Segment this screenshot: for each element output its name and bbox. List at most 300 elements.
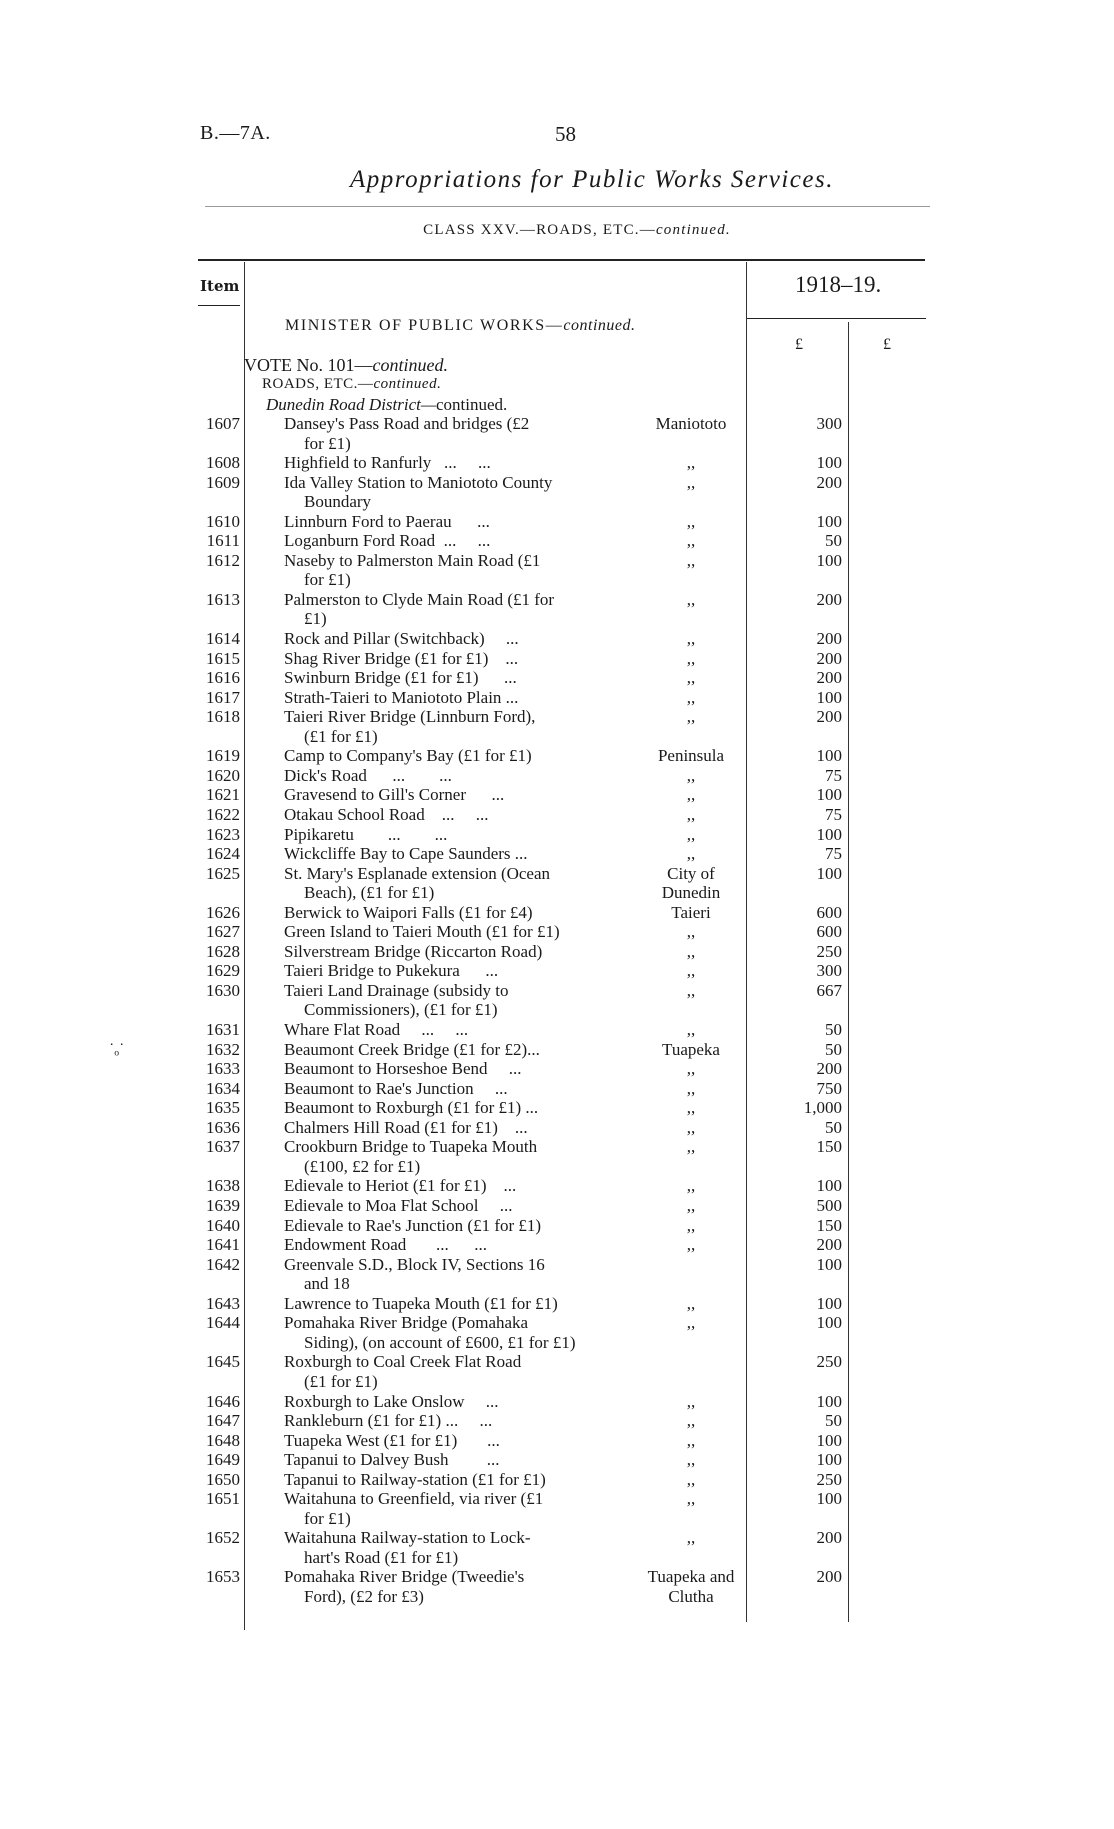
description-line: Wickcliffe Bay to Cape Saunders ...	[284, 844, 528, 864]
district-name	[620, 1040, 762, 1060]
district-line: ,,	[686, 1196, 696, 1215]
item-number: 1652	[206, 1528, 240, 1548]
item-description	[284, 531, 614, 551]
amount-value: 100	[816, 511, 842, 531]
district-name	[620, 590, 762, 610]
roads-heading	[262, 376, 441, 393]
item-number: 1635	[206, 1098, 240, 1118]
district-name	[620, 1450, 762, 1470]
district-line: ,,	[686, 824, 696, 844]
amount-value: 200	[816, 472, 842, 492]
vote-continued: continued.	[372, 355, 448, 375]
district-line: ,,	[686, 1137, 696, 1157]
description-line: Lawrence to Tuapeka Mouth (£1 for £1)	[284, 1293, 558, 1313]
item-number: 1613	[206, 589, 240, 609]
description-line: Whare Flat Road ... ...	[284, 1020, 469, 1040]
description-line: Dansey's Pass Road and bridges (£2	[284, 414, 530, 433]
district-name	[620, 1392, 762, 1412]
district-name	[620, 707, 762, 727]
amount-value: 200	[816, 1235, 842, 1255]
description-line: Roxburgh to Coal Creek Flat Road	[284, 1352, 522, 1372]
description-line: Beaumont to Horseshoe Bend ...	[284, 1059, 522, 1079]
item-description	[284, 1431, 614, 1451]
ministry-heading	[285, 317, 636, 335]
district-name	[620, 1528, 762, 1548]
ministry-name: MINISTER OF PUBLIC WORKS—	[285, 317, 564, 334]
item-number: 1636	[206, 1117, 240, 1137]
district-line: Tuapeka and	[647, 1567, 735, 1587]
item-description	[284, 922, 614, 942]
description-line: Endowment Road ... ...	[284, 1235, 488, 1255]
description-continuation: hart's Road (£1 for £1)	[304, 1547, 459, 1567]
class-heading	[0, 222, 1114, 239]
item-number: 1632	[206, 1039, 240, 1059]
column-header-year: 1918–19.	[795, 272, 882, 297]
item-description	[284, 746, 614, 766]
description-continuation: Beach), (£1 for £1)	[304, 883, 435, 903]
description-line: St. Mary's Esplanade extension (Ocean	[284, 863, 551, 883]
amount-column-divider	[848, 322, 849, 1622]
description-line: Berwick to Waipori Falls (£1 for £4)	[284, 902, 533, 922]
amount-value: 250	[816, 941, 842, 961]
description-line: Chalmers Hill Road (£1 for £1) ...	[284, 1117, 528, 1137]
item-number: 1630	[206, 980, 240, 1000]
item-description	[284, 825, 614, 845]
description-line: Pipikaretu ... ...	[284, 824, 448, 844]
amount-value: 75	[825, 805, 842, 824]
district-line: ,,	[686, 629, 696, 649]
item-number: 1639	[206, 1196, 240, 1215]
district-name	[620, 453, 762, 473]
district-name	[620, 1176, 762, 1196]
district-name	[620, 531, 762, 551]
district-name	[620, 1294, 762, 1314]
district-line: ,,	[686, 707, 696, 727]
description-line: Highfield to Ranfurly ... ...	[284, 453, 491, 473]
description-line: Taieri Bridge to Pukekura ...	[284, 961, 499, 981]
item-description	[284, 864, 614, 903]
item-number: 1626	[206, 902, 240, 922]
column-header-item: Item	[200, 277, 240, 295]
district-line: City of	[667, 863, 715, 883]
item-description	[284, 981, 614, 1020]
item-number: 1627	[206, 922, 240, 942]
description-continuation: (£1 for £1)	[304, 1371, 378, 1391]
district-name	[620, 1137, 762, 1157]
item-number: 1614	[206, 629, 240, 649]
description-continuation: Siding), (on account of £600, £1 for £1)	[304, 1332, 576, 1352]
description-line: Beaumont to Roxburgh (£1 for £1) ...	[284, 1098, 539, 1118]
amount-value: 100	[816, 1430, 842, 1450]
amount-value: 200	[816, 589, 842, 609]
district-name	[620, 1235, 762, 1255]
item-description	[284, 1196, 614, 1216]
item-column-divider	[244, 262, 245, 1630]
description-line: Rankleburn (£1 for £1) ... ...	[284, 1411, 493, 1431]
district-name	[620, 629, 762, 649]
district-line: ,,	[686, 980, 696, 1000]
district-name	[620, 414, 762, 434]
page-number: 58	[555, 122, 576, 146]
amount-value: 50	[825, 1039, 842, 1059]
amount-value: 100	[816, 824, 842, 844]
item-number: 1610	[206, 511, 240, 531]
district-line: ,,	[686, 1078, 696, 1098]
district-line: ,,	[686, 1450, 696, 1470]
description-line: Linnburn Ford to Paerau ...	[284, 511, 490, 531]
district-line: ,,	[686, 1098, 696, 1118]
item-description	[284, 688, 614, 708]
district-name	[620, 1098, 762, 1118]
item-description	[284, 903, 614, 923]
item-number: 1649	[206, 1450, 240, 1470]
district-name	[620, 981, 762, 1001]
district-line: Tuapeka	[662, 1039, 720, 1059]
item-number: 1643	[206, 1293, 240, 1313]
description-continuation: for £1)	[304, 1508, 351, 1528]
class-heading-text: CLASS XXV.—ROADS, ETC.—	[423, 222, 656, 238]
amount-value: 200	[816, 648, 842, 668]
amount-value: 600	[816, 922, 842, 942]
amount-value: 150	[816, 1215, 842, 1235]
district-line: ,,	[686, 785, 696, 805]
amount-value: 100	[816, 1489, 842, 1509]
item-number: 1646	[206, 1391, 240, 1411]
item-description	[284, 1470, 614, 1490]
item-number: 1616	[206, 668, 240, 688]
district-line: ,,	[686, 1020, 696, 1040]
item-description	[284, 1020, 614, 1040]
amount-value: 200	[816, 1528, 842, 1548]
district-line: ,,	[686, 550, 696, 570]
district-line: ,,	[686, 805, 696, 824]
item-number: 1642	[206, 1254, 240, 1274]
roads-label: ROADS, ETC.—	[262, 376, 374, 392]
district-line: ,,	[686, 1411, 696, 1431]
item-description	[284, 1235, 614, 1255]
item-number: 1629	[206, 961, 240, 981]
description-line: Beaumont Creek Bridge (£1 for £2)...	[284, 1039, 540, 1059]
district-line: ,,	[686, 511, 696, 531]
district-name	[620, 1118, 762, 1138]
item-description	[284, 1352, 614, 1391]
item-description	[284, 1098, 614, 1118]
description-line: Pomahaka River Bridge (Tweedie's	[284, 1567, 525, 1587]
item-description	[284, 1294, 614, 1314]
description-line: Edievale to Rae's Junction (£1 for £1)	[284, 1215, 542, 1235]
district-line: Maniototo	[655, 414, 727, 433]
item-description	[284, 1567, 614, 1606]
item-number: 1651	[206, 1489, 240, 1509]
item-description	[284, 1392, 614, 1412]
class-heading-continued: continued.	[655, 222, 731, 238]
amount-value: 75	[825, 765, 842, 785]
item-description	[284, 961, 614, 981]
description-line: Camp to Company's Bay (£1 for £1)	[284, 746, 532, 766]
item-description	[284, 453, 614, 473]
item-description	[284, 766, 614, 786]
district-continued: continued.	[436, 395, 508, 414]
amount-value: 100	[816, 1313, 842, 1333]
item-number: 1617	[206, 687, 240, 707]
amount-value: 75	[825, 844, 842, 864]
district-line: ,,	[686, 1059, 696, 1079]
district-name	[620, 668, 762, 688]
item-number: 1640	[206, 1215, 240, 1235]
amount-value: 500	[816, 1196, 842, 1215]
item-description	[284, 512, 614, 532]
roads-continued: continued.	[373, 376, 442, 392]
district-name	[620, 1431, 762, 1451]
amount-value: 100	[816, 1450, 842, 1470]
item-description	[284, 1040, 614, 1060]
description-line: Shag River Bridge (£1 for £1) ...	[284, 648, 519, 668]
district-line: Taieri	[671, 902, 711, 922]
description-line: Greenvale S.D., Block IV, Sections 16	[284, 1254, 545, 1274]
page-title: Appropriations for Public Works Services.	[350, 166, 834, 193]
description-continuation: Boundary	[304, 492, 372, 512]
item-description	[284, 1137, 614, 1176]
item-description	[284, 629, 614, 649]
description-line: Swinburn Bridge (£1 for £1) ...	[284, 668, 517, 688]
amount-value: 50	[825, 1411, 842, 1431]
description-continuation: Ford), (£2 for £3)	[304, 1586, 424, 1606]
district-line: ,,	[686, 1430, 696, 1450]
description-line: Palmerston to Clyde Main Road (£1 for	[284, 589, 555, 609]
description-line: Dick's Road ... ...	[284, 765, 452, 785]
currency-sign: £	[795, 336, 803, 353]
district-name	[620, 473, 762, 493]
description-line: Green Island to Taieri Mouth (£1 for £1)	[284, 922, 560, 942]
item-number: 1631	[206, 1020, 240, 1040]
amount-value: 750	[816, 1078, 842, 1098]
amount-value: 100	[816, 1391, 842, 1411]
item-description	[284, 707, 614, 746]
district-line: ,,	[686, 531, 696, 551]
amount-value: 100	[816, 863, 842, 883]
district-name: Dunedin Road District—	[266, 395, 436, 414]
item-description	[284, 1059, 614, 1079]
amount-value: 100	[816, 1176, 842, 1196]
amount-value: 200	[816, 707, 842, 727]
item-number: 1634	[206, 1078, 240, 1098]
amount-value: 300	[816, 961, 842, 981]
district-name	[620, 1020, 762, 1040]
district-name	[620, 1489, 762, 1509]
description-line: Waitahuna to Greenfield, via river (£1	[284, 1489, 544, 1509]
district-line: ,,	[686, 1235, 696, 1255]
district-line: ,,	[686, 453, 696, 473]
item-number: 1621	[206, 785, 240, 805]
district-name	[620, 766, 762, 786]
table-top-rule	[198, 259, 925, 261]
item-description	[284, 590, 614, 629]
district-name	[620, 551, 762, 571]
description-line: Waitahuna Railway-station to Lock-	[284, 1528, 531, 1548]
item-number: 1615	[206, 648, 240, 668]
item-number: 1608	[206, 453, 240, 473]
district-name	[620, 1079, 762, 1099]
item-description	[284, 1176, 614, 1196]
description-continuation: and 18	[304, 1274, 350, 1294]
district-line: ,,	[686, 765, 696, 785]
item-number: 1607	[206, 414, 240, 433]
description-line: Crookburn Bridge to Tuapeka Mouth	[284, 1137, 538, 1157]
amount-value: 150	[816, 1137, 842, 1157]
amount-value: 1,000	[803, 1098, 842, 1118]
item-number: 1612	[206, 550, 240, 570]
description-line: Rock and Pillar (Switchback) ...	[284, 629, 519, 649]
district-name	[620, 512, 762, 532]
item-number: 1620	[206, 765, 240, 785]
district-line: ,,	[686, 1176, 696, 1196]
item-number: 1638	[206, 1176, 240, 1196]
item-number: 1641	[206, 1235, 240, 1255]
amount-value: 250	[816, 1469, 842, 1489]
item-number: 1644	[206, 1313, 240, 1333]
description-continuation: Commissioners), (£1 for £1)	[304, 1000, 498, 1020]
item-description	[284, 649, 614, 669]
district-name	[620, 1313, 762, 1333]
amount-value: 200	[816, 1567, 842, 1587]
item-number: 1622	[206, 805, 240, 824]
district-name	[620, 903, 762, 923]
district-line: ,,	[686, 648, 696, 668]
district-name	[620, 1470, 762, 1490]
item-number: 1633	[206, 1059, 240, 1079]
amount-value: 100	[816, 746, 842, 766]
item-description	[284, 844, 614, 864]
district-name	[620, 1216, 762, 1236]
amount-value: 100	[816, 785, 842, 805]
amount-value: 100	[816, 550, 842, 570]
item-number: 1648	[206, 1430, 240, 1450]
district-line: ,,	[686, 1293, 696, 1313]
amount-value: 250	[816, 1352, 842, 1372]
item-description	[284, 1489, 614, 1528]
item-description	[284, 473, 614, 512]
item-number: 1619	[206, 746, 240, 766]
item-number: 1618	[206, 707, 240, 727]
amount-value: 100	[816, 1293, 842, 1313]
district-line: ,,	[686, 687, 696, 707]
description-line: Tapanui to Railway-station (£1 for £1)	[284, 1469, 546, 1489]
item-header-rule	[198, 305, 240, 306]
district-heading	[266, 395, 507, 415]
description-line: Taieri Land Drainage (subsidy to	[284, 980, 509, 1000]
district-line: ,,	[686, 1528, 696, 1548]
title-rule	[205, 206, 930, 207]
district-line: ,,	[686, 1469, 696, 1489]
district-name	[620, 1196, 762, 1216]
item-description	[284, 1313, 614, 1352]
amount-value: 667	[816, 980, 842, 1000]
district-line: ,,	[686, 961, 696, 981]
amount-value: 200	[816, 1059, 842, 1079]
district-line: ,,	[686, 1391, 696, 1411]
document-reference: B.—7A.	[200, 122, 271, 144]
year-header-rule	[746, 318, 926, 319]
description-line: Pomahaka River Bridge (Pomahaka	[284, 1313, 529, 1333]
district-name	[620, 746, 762, 766]
district-name	[620, 825, 762, 845]
amount-value: 600	[816, 902, 842, 922]
item-number: 1623	[206, 824, 240, 844]
district-line: Dunedin	[661, 883, 721, 903]
district-line: ,,	[686, 1489, 696, 1509]
district-name	[620, 1411, 762, 1431]
item-description	[284, 551, 614, 590]
vote-label: VOTE No. 101—	[244, 355, 373, 375]
district-name	[620, 844, 762, 864]
district-line: ,,	[686, 472, 696, 492]
description-continuation: (£100, £2 for £1)	[304, 1156, 421, 1176]
district-name	[620, 1567, 762, 1606]
description-line: Loganburn Ford Road ... ...	[284, 531, 491, 551]
amount-value: 50	[825, 1020, 842, 1040]
item-description	[284, 1118, 614, 1138]
district-name	[620, 864, 762, 903]
item-number: 1653	[206, 1567, 240, 1587]
vote-heading	[244, 355, 448, 376]
description-line: Strath-Taieri to Maniototo Plain ...	[284, 687, 519, 707]
stray-mark: ˙ₒ˙	[109, 1041, 125, 1058]
item-description	[284, 1528, 614, 1567]
district-line: ,,	[686, 844, 696, 864]
item-description	[284, 942, 614, 962]
ministry-continued: continued.	[563, 317, 636, 334]
description-line: Taieri River Bridge (Linnburn Ford),	[284, 707, 536, 727]
description-line: Silverstream Bridge (Riccarton Road)	[284, 941, 543, 961]
district-name	[620, 688, 762, 708]
description-continuation: £1)	[304, 609, 327, 629]
district-line: ,,	[686, 941, 696, 961]
item-number: 1647	[206, 1411, 240, 1431]
item-number: 1611	[206, 531, 240, 551]
item-description	[284, 1216, 614, 1236]
amount-value: 50	[825, 531, 842, 551]
description-line: Roxburgh to Lake Onslow ...	[284, 1391, 499, 1411]
description-line: Beaumont to Rae's Junction ...	[284, 1078, 508, 1098]
item-number: 1624	[206, 844, 240, 864]
item-description	[284, 1079, 614, 1099]
district-line: Peninsula	[657, 746, 725, 766]
description-line: Ida Valley Station to Maniototo County	[284, 472, 553, 492]
item-number: 1650	[206, 1469, 240, 1489]
district-line: ,,	[686, 922, 696, 942]
district-line: ,,	[686, 668, 696, 688]
item-description	[284, 414, 614, 453]
description-line: Gravesend to Gill's Corner ...	[284, 785, 505, 805]
description-line: Edievale to Moa Flat School ...	[284, 1196, 513, 1215]
district-line: ,,	[686, 1215, 696, 1235]
district-name	[620, 922, 762, 942]
item-number: 1645	[206, 1352, 240, 1372]
district-name	[620, 649, 762, 669]
district-line: ,,	[686, 589, 696, 609]
district-name	[620, 961, 762, 981]
item-number: 1637	[206, 1137, 240, 1157]
item-number: 1625	[206, 863, 240, 883]
description-line: Naseby to Palmerston Main Road (£1	[284, 550, 541, 570]
amount-value: 200	[816, 629, 842, 649]
item-description	[284, 785, 614, 805]
district-name	[620, 942, 762, 962]
district-name	[620, 1059, 762, 1079]
item-number: 1628	[206, 941, 240, 961]
description-line: Tuapeka West (£1 for £1) ...	[284, 1430, 500, 1450]
amount-value: 50	[825, 1117, 842, 1137]
